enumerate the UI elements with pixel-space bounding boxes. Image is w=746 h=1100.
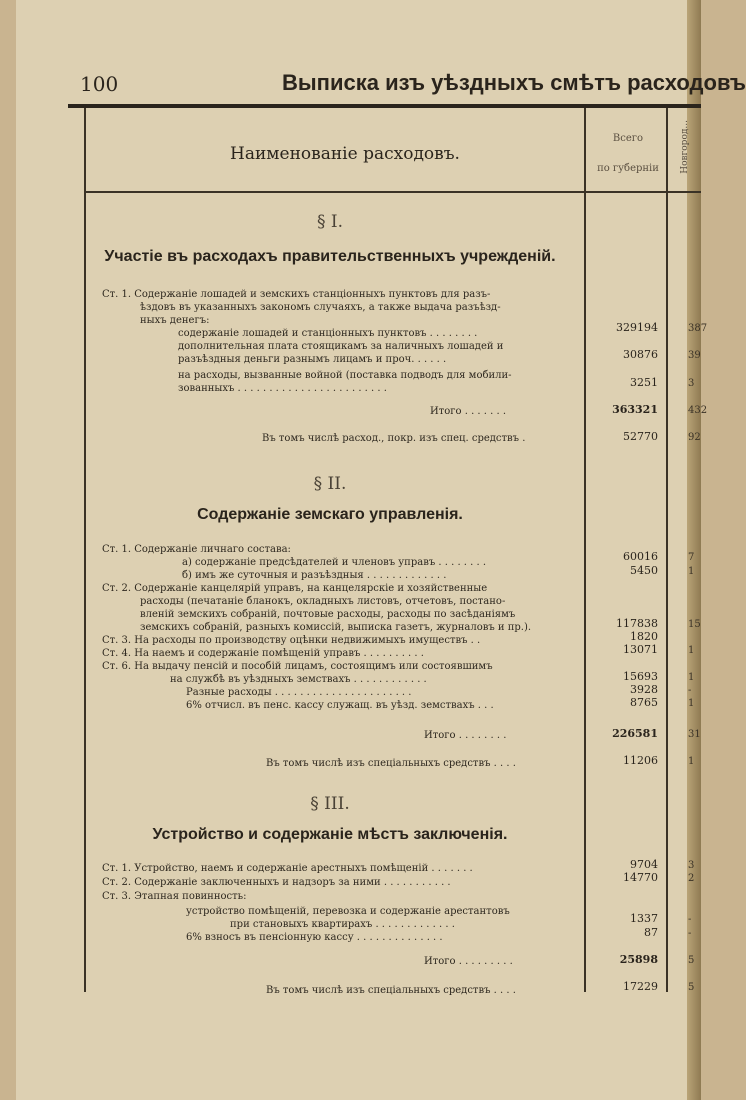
table-row-value: 11206 [623,754,658,767]
table-row-text: 6% взносъ въ пенсіонную кассу . . . . . . . . . . . . . . [186,932,443,943]
table-row-text: Ст. 1. Содержаніе лошадей и земскихъ станціонныхъ пунктовъ для разъ- [102,289,491,300]
table-row-value: 14770 [623,871,658,884]
table-row-edge-value: 1 [688,566,695,577]
table-row-value: 3251 [630,376,658,389]
header-bottom-rule [84,191,701,193]
table-row-edge-value: 5 [688,955,695,966]
table-row-text: вленій земскихъ собраній, почтовые расходы, расходы по засѣданіямъ [140,609,516,620]
table-row-value: 30876 [623,348,658,361]
table-row-text: Ст. 3. На расходы по производству оцѣнки недвижимыхъ имуществъ . . [102,635,481,646]
table-row-edge-value: - [688,928,692,939]
total-row-value: 25898 [619,953,658,966]
table-row-text: б) имъ же суточныя и разъѣздныя . . . . . . . . . . . . . [182,570,447,581]
table-row-edge-value: 432 [688,405,708,416]
table-row-text: Ст. 3. Этапная повинность: [102,891,247,902]
table-row-value: 1337 [630,912,658,925]
table-row-text: Ст. 2. Содержаніе заключенныхъ и надзоръ за ними . . . . . . . . . . . [102,877,451,888]
table-row-text: устройство помѣщеній, перевозка и содержаніе арестантовъ [186,906,510,917]
table-row-edge-value: 1 [688,672,695,683]
running-title: Выписка изъ уѣздныхъ смѣтъ расходовъ [282,70,746,95]
total-row-value: 226581 [612,727,658,740]
table-row-text: Ст. 1. Устройство, наемъ и содержаніе арестныхъ помѣщеній . . . . . . . [102,863,473,874]
table-row-text: расходы (печатаніе бланокъ, окладныхъ листовъ, отчетовъ, постано- [140,596,506,607]
table-row-text: на расходы, вызванные войной (поставка подводъ для мобили- [178,370,512,381]
table-row-text: при становыхъ квартирахъ . . . . . . . . . . . . . [230,919,455,930]
page-number: 100 [80,72,119,96]
table-row-edge-value: - [688,914,692,925]
table-row-text: Въ томъ числѣ изъ спеціальныхъ средствъ . . . . [266,985,516,996]
table-row-value: 9704 [630,858,658,871]
table-row-edge-value: 1 [688,645,695,656]
table-row-text: 6% отчисл. въ пенс. кассу служащ. въ уѣзд. земствахъ . . . [186,700,494,711]
table-row-value: 117838 [616,617,658,630]
table-row-edge-value: 3 [688,860,695,871]
table-left-border [84,108,86,992]
table-row-edge-value: 92 [688,432,701,443]
table-row-edge-value: 7 [688,552,695,563]
table-row-value: 52770 [623,430,658,443]
table-row-text: Ст. 4. На наемъ и содержаніе помѣщеній управъ . . . . . . . . . . [102,648,424,659]
table-row-text: ѣздовъ въ указанныхъ закономъ случаяхъ, а также выдача разъѣзд- [140,302,501,313]
table-row-edge-value: 15 [688,619,701,630]
table-row-text: Ст. 6. На выдачу пенсій и пособій лицамъ, состоящимъ или состоявшимъ [102,661,493,672]
column-header-total-line1: Всего [612,133,644,144]
table-row-value: 15693 [623,670,658,683]
table-row-text: Разные расходы . . . . . . . . . . . . . . . . . . . . . . [186,687,412,698]
table-row-text: содержаніе лошадей и станціонныхъ пунктовъ . . . . . . . . [178,328,478,339]
column-divider-total [584,108,586,992]
total-row-text: Итого . . . . . . . . [424,730,507,741]
section-number: § II. [313,474,347,494]
table-row-text: Ст. 1. Содержаніе личнаго состава: [102,544,291,555]
table-row-text: Ст. 2. Содержаніе канцелярій управъ, на канцелярскіе и хозяйственные [102,583,488,594]
table-row-edge-value: 387 [688,323,708,334]
table-row-text: на службѣ въ уѣздныхъ земствахъ . . . . . . . . . . . . [170,674,427,685]
table-row-text: зованныхъ . . . . . . . . . . . . . . . . . . . . . . . . [178,383,387,394]
table-row-edge-value: 1 [688,698,695,709]
table-row-edge-value: 2 [688,873,695,884]
column-header-total-line2: по губерніи [597,163,659,174]
total-row-text: Итого . . . . . . . . . [424,956,513,967]
table-row-text: разъѣздныя деньги разнымъ лицамъ и проч. . . . . . [178,354,447,365]
table-row-value: 1820 [630,630,658,643]
total-row-text: Итого . . . . . . . [430,406,507,417]
top-rule [68,104,701,108]
column-header-total [592,124,664,184]
table-row-text: земскихъ собраній, разныхъ комиссій, выписка газетъ, журналовъ и пр.). [140,622,532,633]
table-row-value: 3928 [630,683,658,696]
table-row-edge-value: 3 [688,378,695,389]
section-title: Участіе въ расходахъ правительственныхъ учрежденій. [104,248,556,265]
table-row-value: 5450 [630,564,658,577]
table-row-value: 60016 [623,550,658,563]
table-row-text: дополнительная плата стоящикамъ за наличныхъ лошадей и [178,341,504,352]
table-row-value: 17229 [623,980,658,993]
table-row-text: Въ томъ числѣ расход., покр. изъ спец. средствъ . [262,433,526,444]
section-title: Содержаніе земскаго управленія. [197,506,463,523]
section-title: Устройство и содержаніе мѣстъ заключенія. [152,826,508,843]
table-row-edge-value: 5 [688,982,695,993]
table-row-edge-value: - [688,685,692,696]
table-row-value: 329194 [616,321,658,334]
table-row-text: а) содержаніе предсѣдателей и членовъ управъ . . . . . . . . [182,557,487,568]
table-row-edge-value: 39 [688,350,701,361]
table-row-value: 87 [644,926,658,939]
table-row-value: 8765 [630,696,658,709]
column-divider-city [666,108,668,992]
total-row-value: 363321 [612,403,658,416]
column-header-name: Наименованіе расходовъ. [230,144,460,164]
table-row-edge-value: 1 [688,756,695,767]
table-row-text: ныхъ денегъ: [140,315,210,326]
section-number: § III. [310,794,350,814]
table-row-edge-value: 31 [688,729,701,740]
table-row-text: Въ томъ числѣ изъ спеціальныхъ средствъ . . . . [266,758,516,769]
table-row-value: 13071 [623,643,658,656]
section-number: § I. [316,212,344,232]
column-header-city: Новгород... [680,120,690,174]
